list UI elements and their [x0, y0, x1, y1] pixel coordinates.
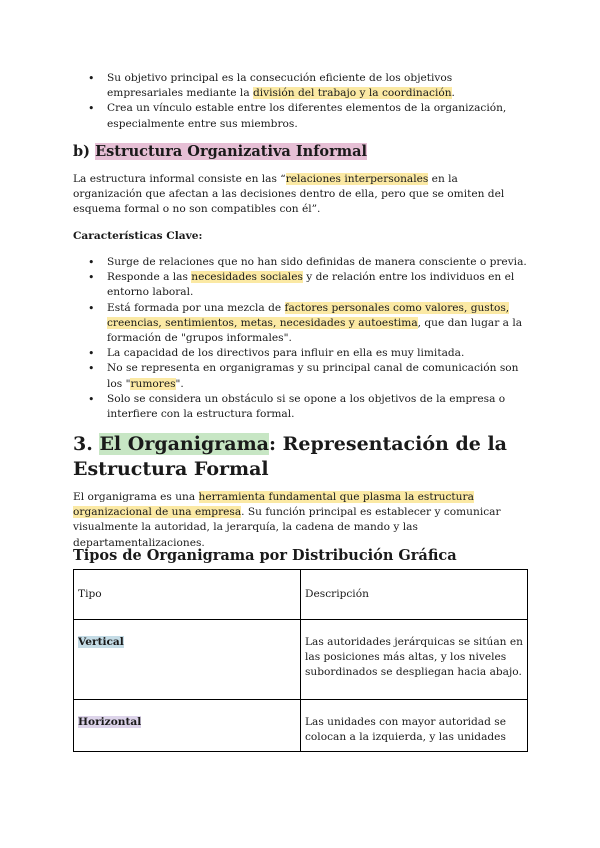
heading-prefix: b) — [73, 143, 96, 160]
list-item — [73, 270, 528, 300]
highlighted-text: factores personales como valores, gustos, creencias, sentimientos, metas, necesidades y autoestima — [107, 301, 510, 329]
top-bullet-list — [73, 71, 528, 132]
table-row — [74, 700, 528, 752]
section-3-heading — [73, 432, 528, 482]
header-cell-type: Tipo — [74, 570, 301, 620]
text-segment: ". — [175, 377, 184, 390]
intro-highlight: relaciones interpersonales — [285, 173, 429, 185]
key-bullet-list — [73, 255, 528, 422]
organigrama-paragraph — [73, 490, 528, 551]
text-segment: . — [451, 87, 455, 100]
heading-title: Estructura Organizativa Informal — [95, 143, 367, 160]
para-text: El organigrama es una — [73, 491, 199, 503]
text-segment: Está formada por una mezcla de — [107, 301, 285, 314]
text-segment: Su objetivo principal es la consecución eficiente de los objetivos empresariales mediante la — [107, 72, 453, 100]
informal-heading — [73, 142, 528, 162]
list-item — [73, 346, 528, 361]
text-segment: Surge de relaciones que no han sido definidas de manera consciente o previa. — [107, 256, 527, 268]
text-segment: Crea un vínculo estable entre los diferentes elementos de la organización, especialmente entre sus miembros. — [107, 102, 507, 130]
text-segment: , que dan lugar a la formación de "grupos informales". — [107, 316, 523, 345]
intro-text: La estructura informal consiste en las “ — [73, 173, 286, 185]
highlighted-text: división del trabajo y la coordinación — [253, 87, 452, 100]
list-item — [73, 71, 528, 101]
informal-intro — [73, 172, 528, 218]
list-item — [73, 101, 528, 131]
para-highlight: herramienta fundamental que plasma la estructura organizacional de una empresa — [73, 491, 474, 519]
header-cell-description: Descripción — [301, 570, 528, 620]
intro-text-end: en la organización que afectan a las decisiones dentro de ella, pero que se omiten del esquema formal o no son compatibles con él”. — [73, 173, 505, 216]
section-highlight: El Organigrama — [99, 433, 269, 455]
highlighted-text: necesidades sociales — [191, 271, 303, 284]
text-segment: Solo se considera un obstáculo si se opone a los objetivos de la empresa o interfiere con la estructura formal. — [107, 392, 506, 421]
text-segment: No se representa en organigramas y su principal canal de comunicación son los " — [107, 362, 519, 390]
text-segment: La capacidad de los directivos para influir en ella es muy limitada. — [107, 347, 465, 360]
highlighted-text: rumores — [130, 377, 176, 390]
cell-description: Las autoridades jerárquicas se sitúan en las posiciones más altas, y los niveles subordinados se despliegan hacia abajo. — [301, 620, 528, 700]
list-item — [73, 301, 528, 347]
cell-type — [74, 620, 301, 700]
cell-description: Las unidades con mayor autoridad se colocan a la izquierda, y las unidades — [301, 700, 528, 752]
section-number: 3. — [73, 433, 100, 455]
organigrama-types-table — [73, 569, 528, 752]
table-title: Tipos de Organigrama por Distribución Gráfica — [73, 547, 457, 564]
type-label: Horizontal — [78, 716, 142, 728]
list-item — [73, 255, 528, 270]
table-row — [74, 620, 528, 700]
section-title-rest: : Representación de la Estructura Formal — [73, 433, 507, 480]
table-header-row — [74, 570, 528, 620]
cell-type — [74, 700, 301, 752]
type-label: Vertical — [78, 636, 124, 648]
key-characteristics-label: Características Clave: — [73, 230, 203, 242]
text-segment: y de relación entre los individuos en el entorno laboral. — [107, 271, 515, 299]
list-item — [73, 392, 528, 422]
list-item — [73, 361, 528, 391]
para-text-end: . Su función principal es establecer y comunicar visualmente la autoridad, la jerarquía, la cadena de mando y las departamentalizaciones. — [73, 506, 501, 549]
text-segment: Responde a las — [107, 271, 192, 284]
